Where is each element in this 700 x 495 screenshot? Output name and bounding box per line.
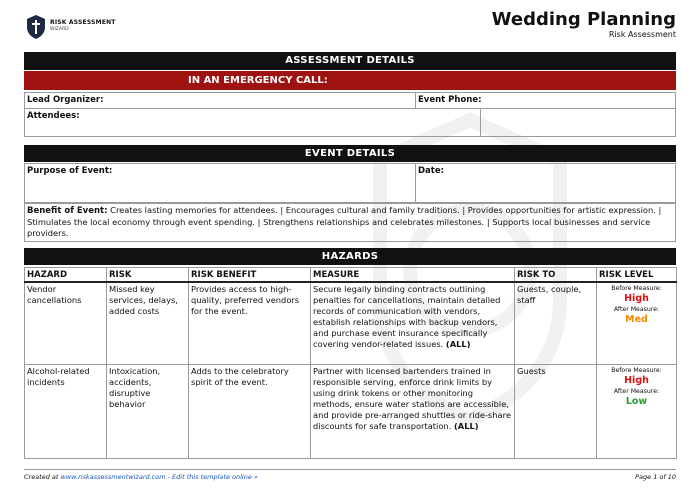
logo-title: RISK ASSESSMENT bbox=[50, 19, 116, 26]
hazards-table-header-row bbox=[25, 268, 677, 283]
risk-level-cell bbox=[597, 364, 677, 458]
hazard-cell: Vendor cancellations bbox=[25, 282, 107, 364]
purpose-of-event-label: Purpose of Event: bbox=[27, 166, 113, 176]
after-measure-label: After Measure: bbox=[613, 387, 660, 395]
measure-all-tag: (ALL) bbox=[445, 339, 471, 349]
risk-benefit-cell: Adds to the celebratory spirit of the event. bbox=[189, 364, 311, 458]
date-field[interactable] bbox=[415, 163, 676, 203]
col-risk-to: RISK TO bbox=[515, 268, 597, 283]
hazard-cell: Alcohol-related incidents bbox=[25, 364, 107, 458]
event-phone-label: Event Phone: bbox=[418, 95, 482, 105]
col-measure: MEASURE bbox=[311, 268, 515, 283]
shield-logo-icon bbox=[26, 14, 46, 40]
logo-subtitle: WIZARD bbox=[50, 27, 69, 32]
event-phone-field[interactable] bbox=[415, 92, 676, 109]
measure-cell bbox=[311, 282, 515, 364]
after-measure-label: After Measure: bbox=[613, 306, 660, 313]
risk-benefit-cell: Provides access to high-quality, preferred vendors for the event. bbox=[189, 282, 311, 364]
table-row bbox=[25, 364, 677, 458]
footer-created-at: Created at bbox=[24, 473, 59, 481]
footer-template-link[interactable]: www.riskassessmentwizard.com - Edit this template online » bbox=[60, 473, 258, 481]
benefit-of-event-text: Creates lasting memories for attendees. | Encourages cultural and family traditions. | Provides opportunities for artistic expression. | Stimulates the local economy through event spending. | Strengthens relationships and celebrates milestones. | Supports local businesses and service providers. bbox=[27, 205, 662, 238]
measure-all-tag: (ALL) bbox=[453, 420, 479, 431]
emergency-call-bar: IN AN EMERGENCY CALL: bbox=[24, 71, 676, 90]
col-risk-level: RISK LEVEL bbox=[597, 268, 677, 283]
benefit-of-event bbox=[24, 203, 676, 242]
risk-cell: Missed key services, delays, added costs bbox=[107, 282, 189, 364]
before-measure-label: Before Measure: bbox=[611, 285, 662, 292]
footer-page-number: Page 1 of 10 bbox=[635, 473, 676, 481]
benefit-of-event-label: Benefit of Event: bbox=[27, 206, 108, 216]
col-risk-benefit: RISK BENEFIT bbox=[189, 268, 311, 283]
before-measure-level: High bbox=[624, 374, 649, 386]
risk-level-cell bbox=[597, 282, 677, 364]
hazards-table bbox=[24, 267, 677, 459]
purpose-of-event-field[interactable] bbox=[24, 163, 416, 203]
risk-to-cell: Guests bbox=[515, 364, 597, 458]
measure-text: Partner with licensed bartenders trained in responsible serving, enforce drink limits by using drink tokens or other monitoring methods, ensure water stations are accessible, and provide pre-arranged shuttles or ride-share discounts for safe transportation. bbox=[313, 365, 511, 431]
lead-organizer-field[interactable] bbox=[24, 92, 416, 109]
attendees-label: Attendees: bbox=[27, 111, 80, 121]
after-measure-level: Low bbox=[625, 395, 648, 407]
after-measure-level: Med bbox=[625, 314, 648, 325]
col-risk: RISK bbox=[107, 268, 189, 283]
risk-cell: Intoxication, accidents, disruptive behavior bbox=[107, 364, 189, 458]
table-row bbox=[25, 282, 677, 364]
lead-organizer-label: Lead Organizer: bbox=[27, 95, 104, 105]
attendees-extra-field[interactable] bbox=[480, 108, 676, 137]
col-hazard: HAZARD bbox=[25, 268, 107, 283]
before-measure-level: High bbox=[624, 293, 649, 304]
measure-cell bbox=[311, 364, 515, 458]
date-label: Date: bbox=[418, 166, 445, 176]
company-logo bbox=[26, 14, 136, 40]
risk-to-cell: Guests, couple, staff bbox=[515, 282, 597, 364]
before-measure-label: Before Measure: bbox=[611, 366, 662, 374]
attendees-field[interactable] bbox=[24, 108, 481, 137]
event-details-header: EVENT DETAILS bbox=[24, 145, 676, 162]
footer-credit bbox=[24, 473, 258, 481]
document-title: Wedding Planning bbox=[491, 9, 676, 30]
footer-divider bbox=[24, 469, 676, 470]
assessment-details-header: ASSESSMENT DETAILS bbox=[24, 52, 676, 70]
document-subtitle: Risk Assessment bbox=[608, 30, 676, 39]
measure-text: Secure legally binding contracts outlining penalties for cancellations, maintain detailed records of communication with vendors, establish relationships with backup vendors, and purchase event insurance specifically covering vendor-related issues. bbox=[313, 284, 501, 349]
hazards-header: HAZARDS bbox=[24, 248, 676, 265]
